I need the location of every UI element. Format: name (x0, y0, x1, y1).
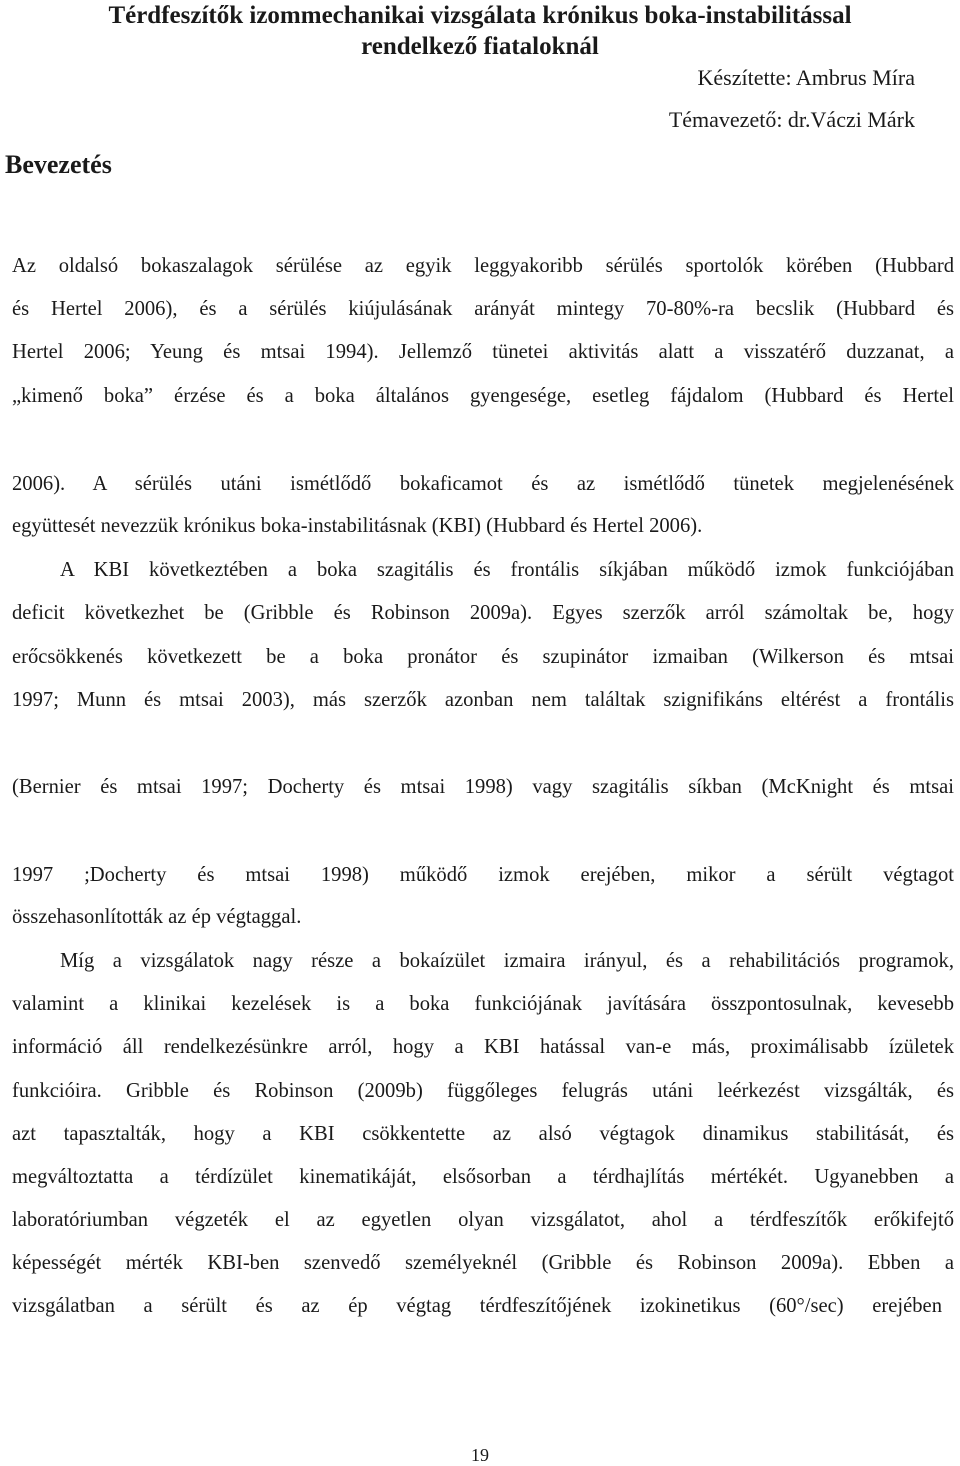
page-number: 19 (471, 1445, 489, 1465)
body-line: erőcsökkenés következett be a boka pronátor és szupinátor izmaiban (Wilkerson és mtsai (12, 646, 954, 668)
body-line: 1997; Munn és mtsai 2003), más szerzők azonban nem találtak szignifikáns eltérést a frontális (12, 689, 954, 711)
body-line: megváltoztatta a térdízület kinematikáját, elsősorban a térdhajlítás mértékét. Ugyanebben a (12, 1166, 954, 1188)
body-line: és Hertel 2006), és a sérülés kiújulásának arányát mintegy 70-80%-ra becslik (Hubbard és (12, 298, 954, 320)
document-title-line-2: rendelkező fiataloknál (361, 33, 599, 60)
section-heading: Bevezetés (5, 150, 112, 179)
body-line: információ áll rendelkezésünkre arról, hogy a KBI hatással van-e más, proximálisabb ízületek (12, 1036, 954, 1058)
body-line: vizsgálatban a sérült és az ép végtag térdfeszítőjének izokinetikus (60°/sec) erejében (12, 1295, 942, 1317)
body-line: összehasonlították az ép végtaggal. (12, 906, 302, 928)
body-line: deficit következhet be (Gribble és Robinson 2009a). Egyes szerzők arról számoltak be, hogy (12, 602, 954, 624)
body-line: Hertel 2006; Yeung és mtsai 1994). Jellemző tünetei aktivitás alatt a visszatérő duzzanat, a (12, 341, 954, 363)
body-line: képességét mérték KBI-ben szenvedő személyeknél (Gribble és Robinson 2009a). Ebben a (12, 1252, 954, 1274)
document-title-line-1: Térdfeszítők izommechanikai vizsgálata krónikus boka-instabilitással (108, 2, 852, 29)
supervisor-line: Témavezető: dr.Váczi Márk (668, 107, 915, 132)
body-line: (Bernier és mtsai 1997; Docherty és mtsai 1998) vagy szagitális síkban (McKnight és mtsai (12, 776, 954, 798)
body-line: funkcióira. Gribble és Robinson (2009b) függőleges felugrás utáni leérkezést vizsgálták, és (12, 1080, 954, 1102)
body-line: 2006). A sérülés utáni ismétlődő bokaficamot és az ismétlődő tünetek megjelenésének (12, 473, 954, 495)
body-line: „kimenő boka” érzése és a boka általános gyengesége, esetleg fájdalom (Hubbard és Hertel (12, 385, 954, 407)
body-line: A KBI következtében a boka szagitális és frontális síkjában működő izmok funkciójában (60, 559, 954, 581)
body-line: laboratóriumban végzeték el az egyetlen olyan vizsgálatot, ahol a térdfeszítők erőkifejtő (12, 1209, 954, 1231)
author-line: Készítette: Ambrus Míra (697, 65, 915, 90)
body-line: Az oldalsó bokaszalagok sérülése az egyik leggyakoribb sérülés sportolók körében (Hubbard (12, 255, 954, 277)
body-line: együttesét nevezzük krónikus boka-instabilitásnak (KBI) (Hubbard és Hertel 2006). (12, 515, 703, 537)
body-line: Míg a vizsgálatok nagy része a bokaízület izmaira irányul, és a rehabilitációs programok, (60, 950, 954, 972)
body-line: 1997 ;Docherty és mtsai 1998) működő izmok erejében, mikor a sérült végtagot (12, 864, 954, 886)
body-line: azt tapasztalták, hogy a KBI csökkentette az alsó végtagok dinamikus stabilitását, és (12, 1123, 954, 1145)
body-line: valamint a klinikai kezelések is a boka funkciójának javítására összpontosulnak, kevesebb (12, 993, 954, 1015)
